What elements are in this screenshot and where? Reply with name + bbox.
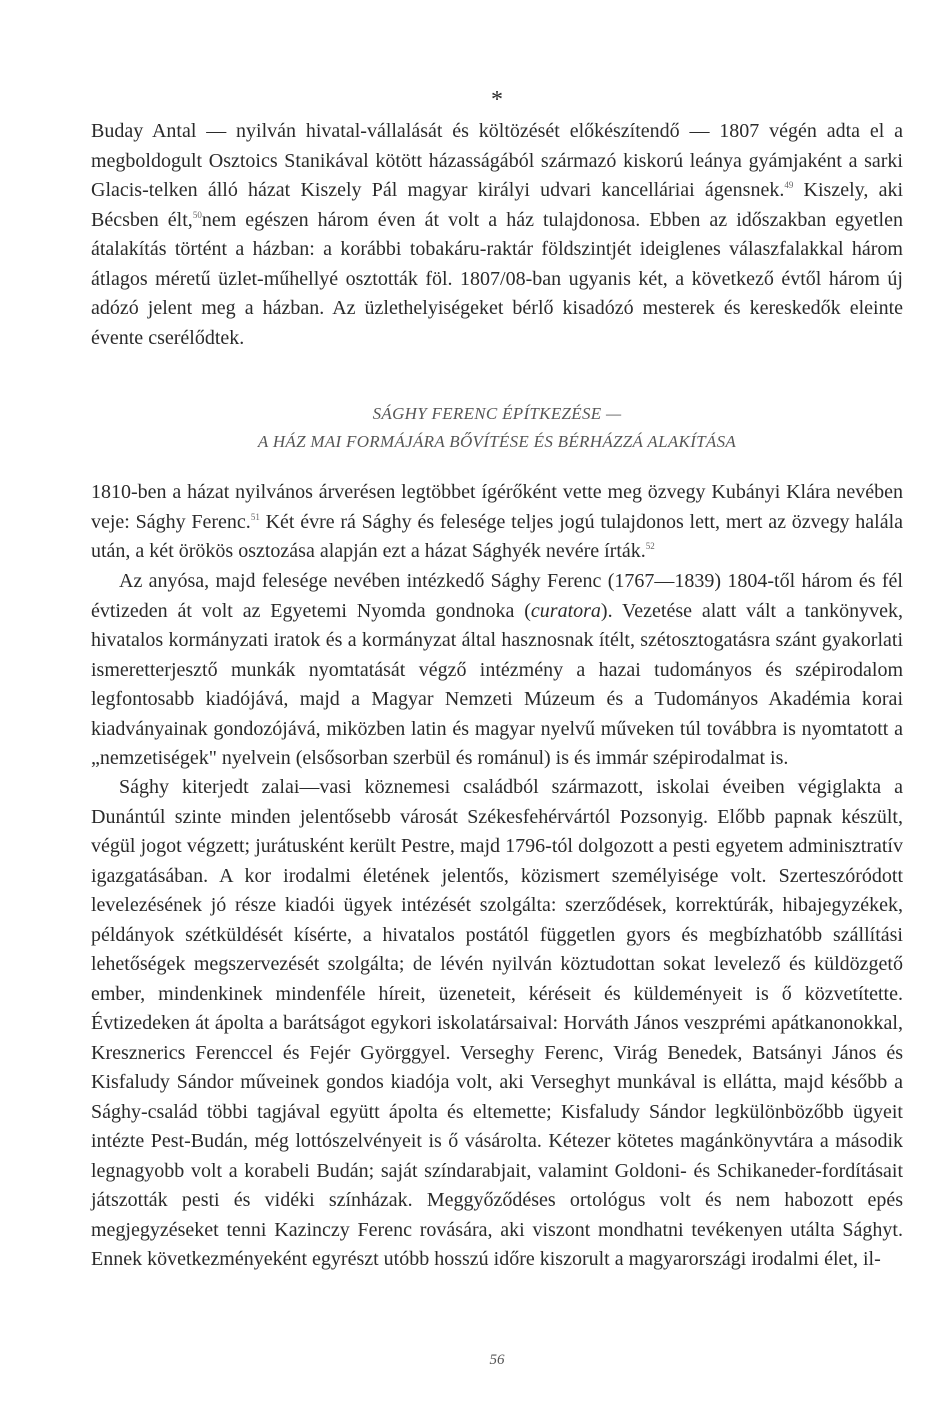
section-asterisk: * [491, 87, 503, 113]
page-number: 56 [489, 1352, 505, 1368]
footnote-ref-49: 49 [784, 180, 794, 190]
footnote-ref-51: 51 [250, 511, 260, 522]
paragraph-text: Az anyósa, majd felesége nevében intézkedő Sághy Ferenc (1767—1839) 1804-től három és fél évtizeden át volt az Egyetemi Nyomda gondnoka ( [91, 570, 903, 622]
section-heading-line-2: A HÁZ MAI FORMÁJÁRA BŐVÍTÉSE ÉS BÉRHÁZZÁ ALAKÍTÁSA [257, 432, 737, 451]
footnote-ref-52: 52 [645, 541, 655, 551]
italic-term: curatora [530, 599, 601, 622]
paragraph-text: ). Vezetése alatt vált a tankönyvek, hivatalos kormányzati iratok és a kormányzat által hasznosnak ítélt, szétosztogatásra szánt gyakorlati ismeretterjesztő munkák nyomtatását végző intézmény a hazai tudományos és szépirodalom legfontosabb kiadójává, majd a Magyar Nemzeti Múzeum és a Tudományos Akadémia korai kiadványainak gondozójává, miközben latin és magyar nyelvű műveken túl továbbra is nyomtatott a „nemzetiségek" nyelvein (elsősorban szerbül és románul) is és immár szépirodalmat is. [91, 599, 903, 769]
paragraph-text: Buday Antal — nyilván hivatal-vállalását és költözését előkészítendő — 1807 végén adta el a megboldogult Osztoics Stanikával kötött házasságából származó kiskorú leánya gyámjaként a sarki Glacis-telken álló házat Kiszely Pál magyar királyi udvari kancelláriai ágensnek. [91, 120, 903, 201]
paragraph-text: 1810-ben a házat nyilvános árverésen legtöbbet ígérőként vette meg özvegy Kubányi Klára nevében veje: Sághy Ferenc. [91, 481, 903, 533]
paragraph-text: Két évre rá Sághy és felesége teljes jogú tulajdonos lett, mert az özvegy halála után, a két örökös osztozása alapján ezt a házat Sághyék nevére írták. [91, 510, 904, 562]
section-heading-line-1: SÁGHY FERENC ÉPÍTKEZÉSE — [372, 404, 622, 423]
paragraph-saghy-press [91, 567, 903, 774]
paragraph-auction-1810 [91, 478, 903, 567]
paragraph-text: Kiszely, aki Bécsben élt, [91, 179, 904, 231]
paragraph-text: nem egészen három éven át volt a ház tulajdonosa. Ebben az időszakban egyetlen átalakítás történt a házban: a korábbi tobakáru-raktár földszintjét ideiglenes válaszfalakkal három átlagos méretű üzlet-műhellyé osztották föl. 1807/08-ban ugyanis két, a következő évtől három új adózó jelent meg a házban. Az üzlethelyiségeket bérlő kisadózó mesterek és kereskedők eleinte évente cserélődtek. [91, 208, 903, 349]
footnote-ref-50: 50 [192, 209, 202, 220]
paragraph-saghy-biography: Sághy kiterjedt zalai—vasi köznemesi családból származott, iskolai éveiben végiglakta a Dunántúl szinte minden jelentősebb városát Székesfehérvártól Pozsonyig. Előbb papnak készült, végül jogot végzett; jurátusként került Pestre, majd 1796-tól dolgozott a pesti egyetem adminisztratív igazgatásában. A kor irodalmi életének jelentős, közismert személyisége volt. Szerteszóródott levelezésének jó része kiadói ügyek intézését szolgálta: szerződések, korrektúrák, hibajegyzékek, példányok szétküldését kísérte, a hivatalos postától független gyors és megbízhatóbb szállítási lehetőségek megszervezését szolgálta; de lévén nyilván köztudottan sokat levelező és küldözgető ember, mindenkinek mindenféle híreit, üzeneteit, kéréseit és küldeményeit is ő közvetítette. Évtizedeken át ápolta a barátságot egykori iskolatársaival: Horváth János veszprémi apátkanonokkal, Kresznerics Ferenccel és Fejér Györggyel. Verseghy Ferenc, Virág Benedek, Batsányi János és Kisfaludy Sándor műveinek gondos kiadója volt, aki Verseghyt munkával is ellátta, majd később a Sághy-család többi tagjával együtt ápolta és eltemette; Kisfaludy Sándor legkülönbözőbb ügyeit intézte Pest-Budán, még lottószelvényeit is ő vásárolta. Kétezer kötetes magánkönyvtára a második legnagyobb volt a korabeli Budán; saját színdarabjait, valamint Goldoni- és Schikaneder-fordításait játszották pesti és vidéki színházak. Meggyőződéses ortológus volt és nem habozott epés megjegyzéseket tenni Kazinczy Ferenc rovására, aki viszont mondhatni tevékenyen utálta Sághyt. Ennek következményeként egyrészt utóbb hosszú időre kiszorult a magyarországi irodalmi élet, il- [91, 776, 903, 1270]
paragraph-buday-sale [91, 117, 903, 353]
document-page [91, 0, 903, 1411]
